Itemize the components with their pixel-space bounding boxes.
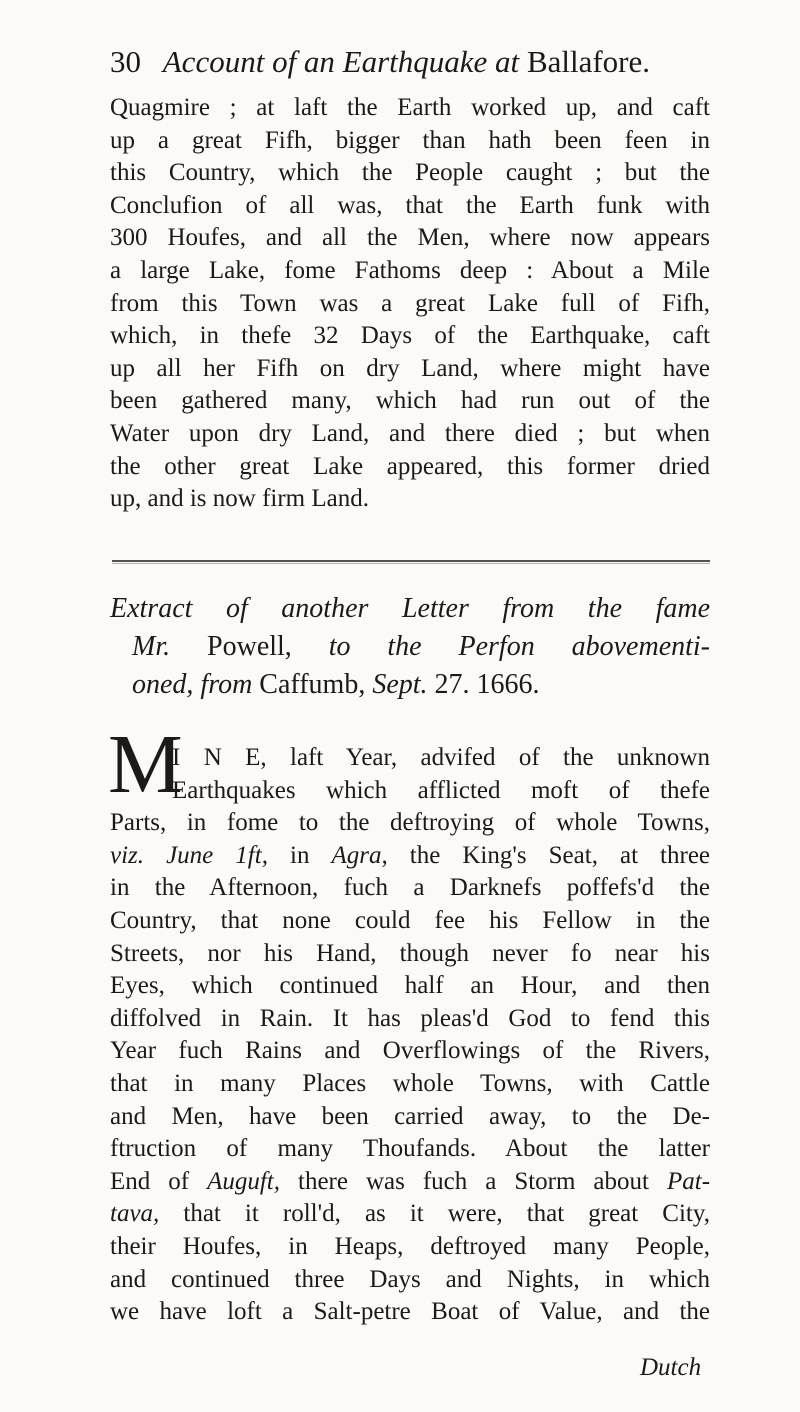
text-word: the King's Seat, at three	[409, 841, 711, 869]
text-line: Year fuch Rains and Overflowings of the Rivers,	[110, 1037, 710, 1065]
running-title: Account of an Earthquake at	[162, 44, 520, 79]
text-line: Earthquakes which afflicted moft of thefe	[172, 776, 710, 804]
text-line: Streets, nor his Hand, though never fo near his	[110, 939, 710, 967]
catchword: Dutch	[640, 1354, 702, 1381]
text-word: that it roll'd, as it were, that great City,	[183, 1200, 710, 1228]
text-line: Eyes, which continued half an Hour, and then	[110, 972, 710, 1000]
paragraph-letter	[110, 742, 710, 1329]
text-line: we have loft a Salt-petre Boat of Value, and the	[110, 1298, 710, 1326]
text-line: this Country, which the People caught ; but the	[110, 159, 710, 187]
text-line: and Men, have been carried away, to the De-	[110, 1102, 710, 1130]
heading-mr: Mr.	[132, 631, 171, 662]
heading-text: to the Perfon abovementi-	[328, 631, 710, 662]
text-line: up, and is now firm Land.	[110, 485, 369, 513]
text-line	[110, 1198, 710, 1231]
text-line: and continued three Days and Nights, in which	[110, 1265, 710, 1293]
heading-month: Sept.	[372, 669, 428, 700]
text-line: up all her Fifh on dry Land, where might have	[110, 354, 710, 382]
heading-place: Caffumb,	[259, 669, 366, 700]
paragraph-earthquake-account	[110, 92, 710, 516]
heading-text: oned, from	[132, 669, 253, 700]
text-month: Auguft,	[207, 1167, 281, 1195]
text-line: been gathered many, which had run out of the	[110, 387, 710, 415]
text-line: Quagmire ; at laft the Earth worked up, and caft	[110, 94, 710, 121]
text-line: Country, that none could fee his Fellow in the	[110, 906, 710, 934]
section-divider	[112, 560, 710, 562]
text-line: Conclufion of all was, that the Earth funk with	[110, 191, 710, 219]
text-line: from this Town was a great Lake full of Fifh,	[110, 289, 710, 317]
text-word: there was fuch a Storm about	[298, 1167, 649, 1195]
text-line: ftruction of many Thoufands. About the latter	[110, 1135, 710, 1163]
text-line: 300 Houfes, and all the Men, where now appears	[110, 224, 710, 252]
text-line: that in many Places whole Towns, with Cattle	[110, 1069, 710, 1097]
running-title-place: Ballafore.	[526, 44, 651, 79]
page-number: 30	[110, 44, 141, 79]
text-line: which, in thefe 32 Days of the Earthquake, caft	[110, 322, 710, 350]
text-word: End of	[110, 1167, 190, 1195]
heading-line: Extract of another Letter from the fame	[110, 593, 710, 624]
heading-date: 27. 1666.	[434, 669, 540, 700]
heading-line	[110, 666, 710, 704]
text-line: up a great Fifh, bigger than hath been feen in	[110, 126, 710, 154]
text-place: Agra,	[331, 841, 388, 869]
text-line: the other great Lake appeared, this former dried	[110, 452, 710, 480]
text-line: Parts, in fome to the deftroying of whole Towns,	[110, 809, 710, 837]
text-line	[110, 1166, 710, 1199]
text-place: Pat-	[666, 1167, 711, 1195]
text-date: June 1ft,	[166, 841, 268, 869]
text-line: in the Afternoon, fuch a Darknefs poffefs'd the	[110, 874, 710, 902]
text-line: a large Lake, fome Fathoms deep : About a Mile	[110, 256, 710, 284]
drop-cap: M	[108, 718, 183, 811]
text-place: tava,	[110, 1200, 160, 1228]
text-line: their Houfes, in Heaps, deftroyed many People,	[110, 1232, 710, 1260]
heading-line	[110, 628, 710, 666]
text-line: Water upon dry Land, and there died ; but when	[110, 419, 710, 447]
heading-name: Powell,	[207, 631, 292, 662]
text-line: diffolved in Rain. It has pleas'd God to fend this	[110, 1004, 710, 1032]
text-line	[110, 840, 710, 873]
letter-heading	[110, 590, 710, 704]
text-word: in	[290, 841, 310, 869]
text-line: I N E, laft Year, advifed of the unknown	[172, 744, 710, 771]
text-viz: viz.	[110, 841, 145, 869]
running-head	[110, 44, 710, 80]
section-divider-shadow	[112, 563, 710, 564]
